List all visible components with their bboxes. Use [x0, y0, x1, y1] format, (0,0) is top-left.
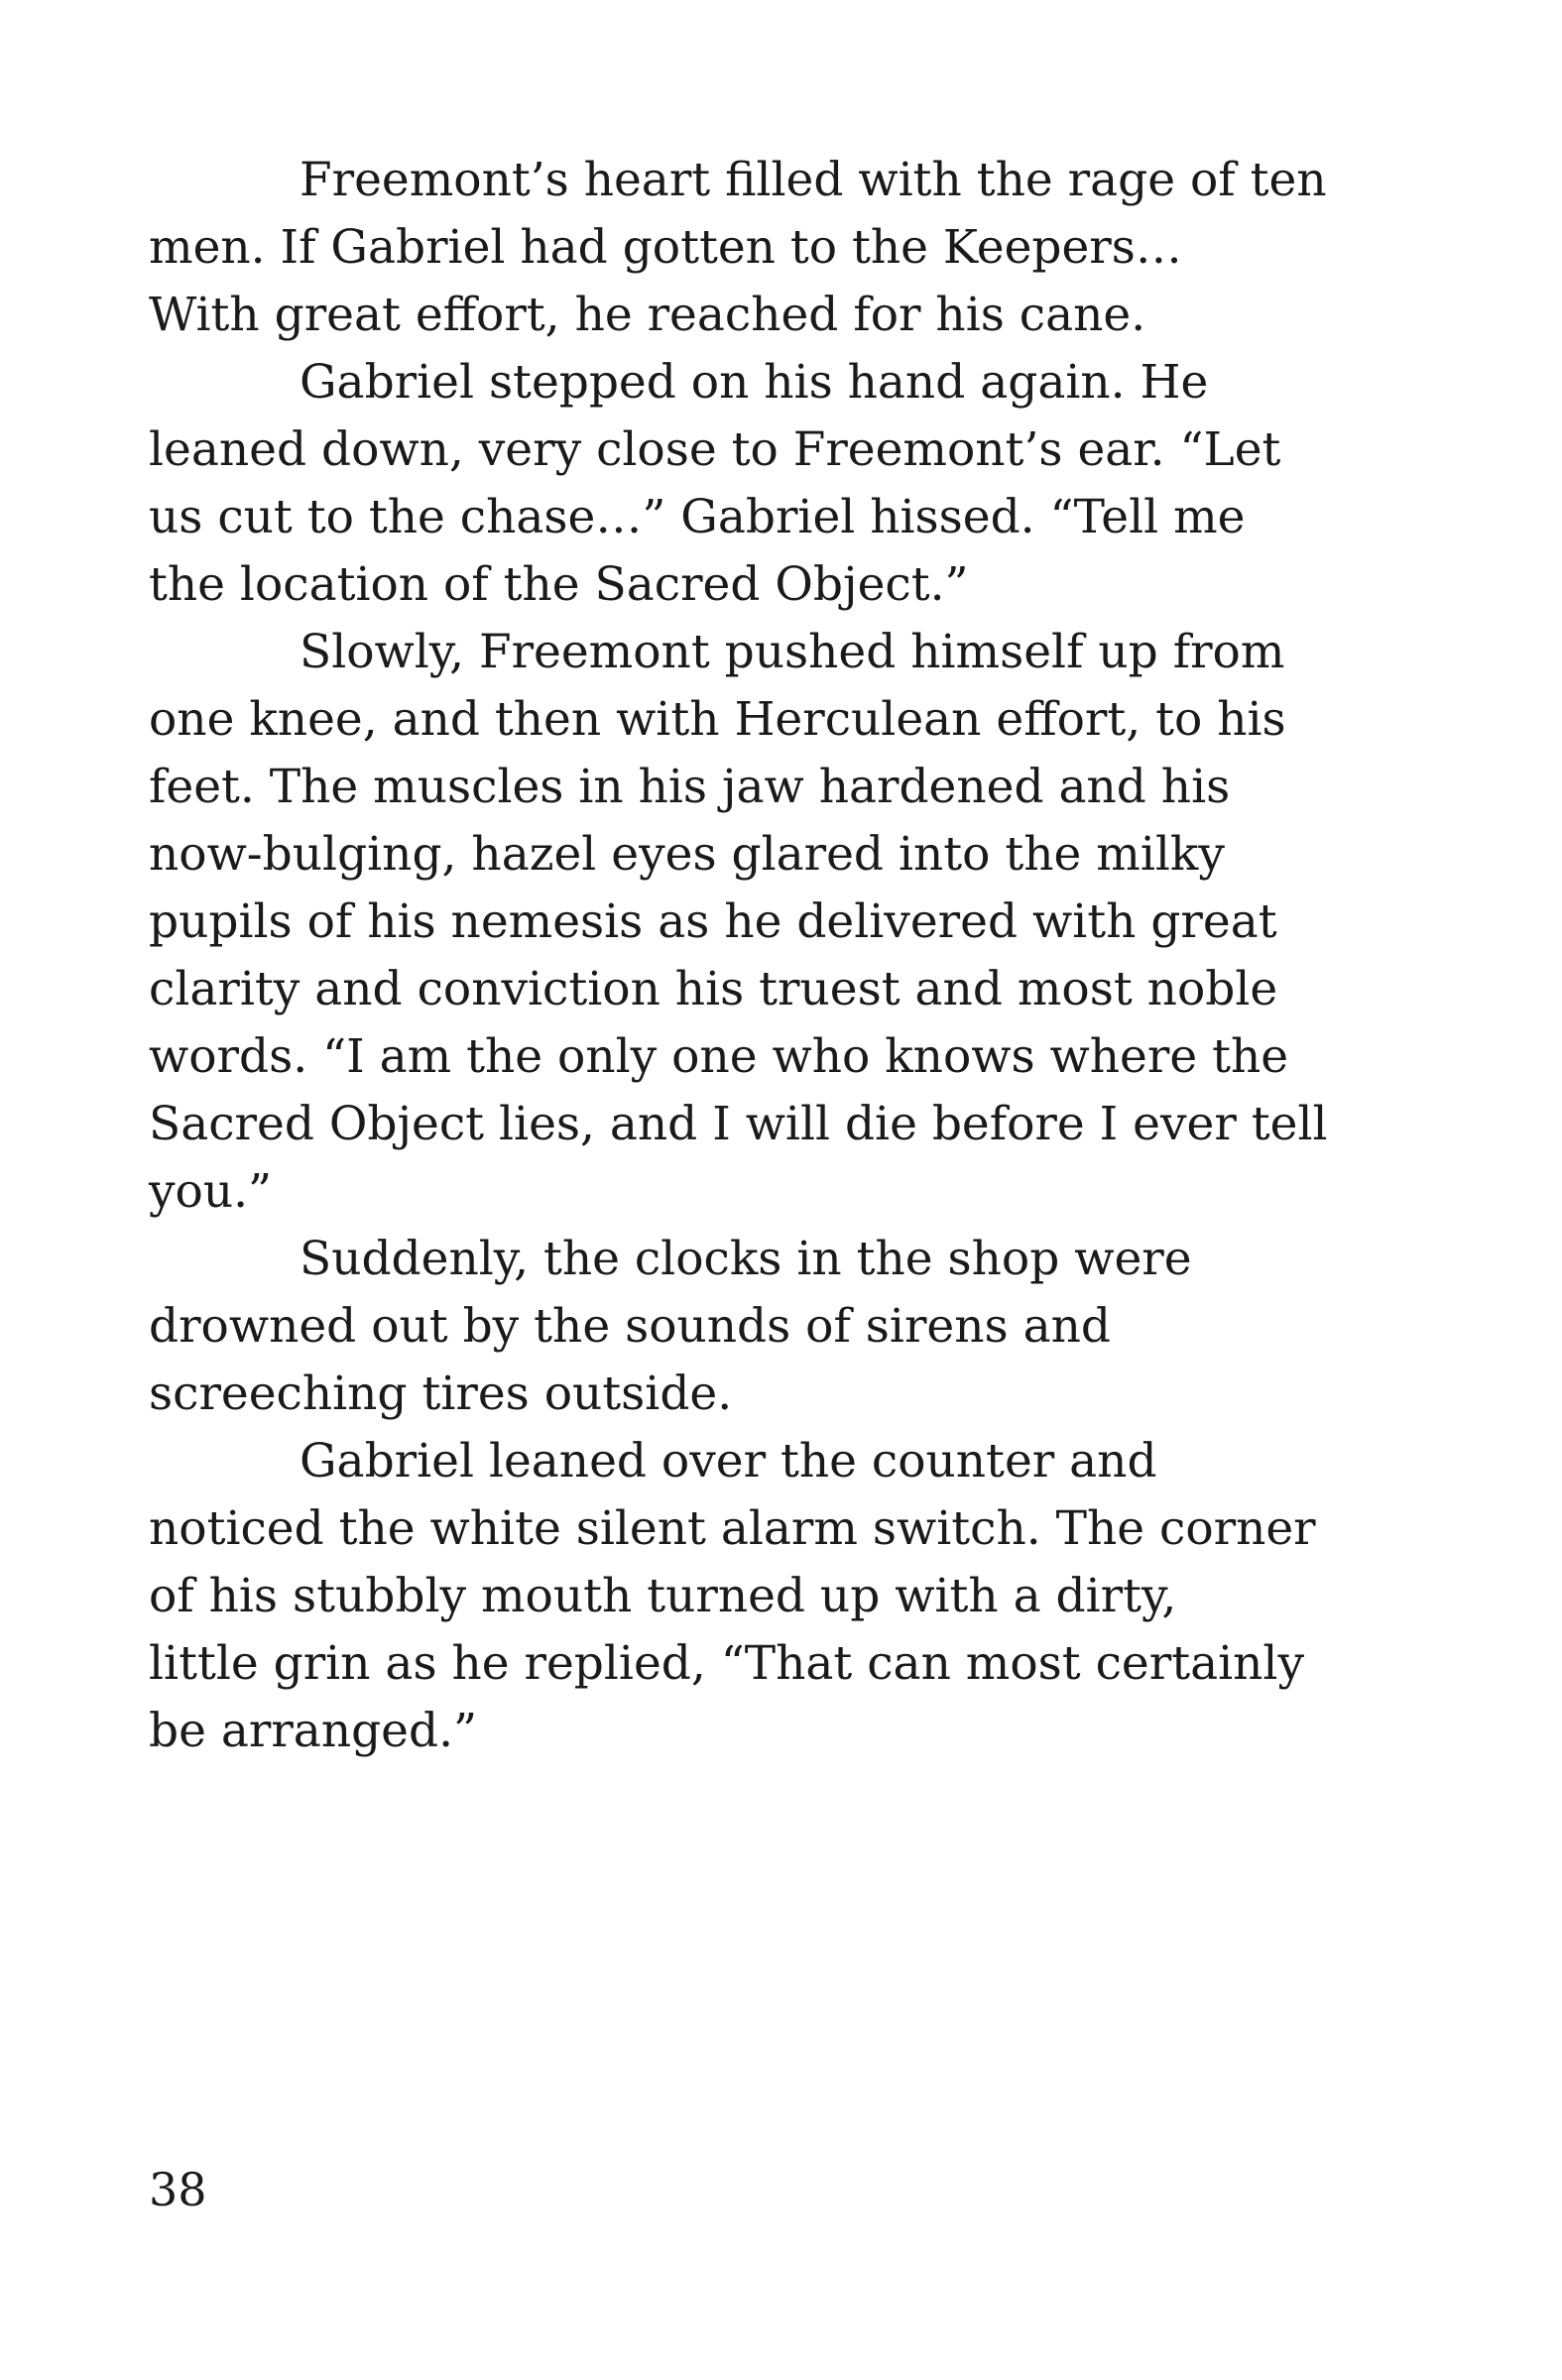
paragraph-3-line-7: words. “I am the only one who knows where the: [149, 1029, 1289, 1084]
paragraph-3-line-1: Slowly, Freemont pushed himself up from: [300, 625, 1285, 679]
paragraph-5-line-3: of his stubbly mouth turned up with a dirty,: [149, 1569, 1177, 1623]
paragraph-3-line-2: one knee, and then with Herculean effort, to his: [149, 692, 1286, 747]
paragraph-2-line-2: leaned down, very close to Freemont’s ear. “Let: [149, 422, 1281, 477]
paragraph-1-line-1: Freemont’s heart filled with the rage of ten: [300, 153, 1327, 207]
paragraph-2-line-1: Gabriel stepped on his hand again. He: [300, 355, 1209, 410]
paragraph-5-line-2: noticed the white silent alarm switch. The corner: [149, 1501, 1316, 1556]
paragraph-5-line-5: be arranged.”: [149, 1704, 478, 1758]
paragraph-5-line-4: little grin as he replied, “That can most certainly: [149, 1636, 1304, 1691]
paragraph-4-line-3: screeching tires outside.: [149, 1367, 733, 1421]
paragraph-3-line-3: feet. The muscles in his jaw hardened and his: [149, 760, 1231, 814]
paragraph-3-line-5: pupils of his nemesis as he delivered with great: [149, 894, 1277, 949]
paragraph-3-line-6: clarity and conviction his truest and most noble: [149, 962, 1278, 1016]
body-text: [149, 147, 1359, 1765]
paragraph-4-line-1: Suddenly, the clocks in the shop were: [300, 1232, 1192, 1286]
paragraph-1-line-3: With great effort, he reached for his cane.: [149, 288, 1146, 342]
paragraph-4-line-2: drowned out by the sounds of sirens and: [149, 1299, 1111, 1354]
paragraph-3-line-8: Sacred Object lies, and I will die before I ever tell: [149, 1097, 1328, 1151]
paragraph-2-line-3: us cut to the chase…” Gabriel hissed. “Tell me: [149, 490, 1246, 544]
page-number: 38: [149, 2163, 207, 2216]
paragraph-3-line-4: now-bulging, hazel eyes glared into the milky: [149, 827, 1225, 882]
paragraph-2-line-4: the location of the Sacred Object.”: [149, 557, 969, 612]
paragraph-5-line-1: Gabriel leaned over the counter and: [300, 1434, 1157, 1488]
paragraph-1-line-2: men. If Gabriel had gotten to the Keepers…: [149, 220, 1182, 275]
paragraph-3-line-9: you.”: [149, 1164, 273, 1219]
